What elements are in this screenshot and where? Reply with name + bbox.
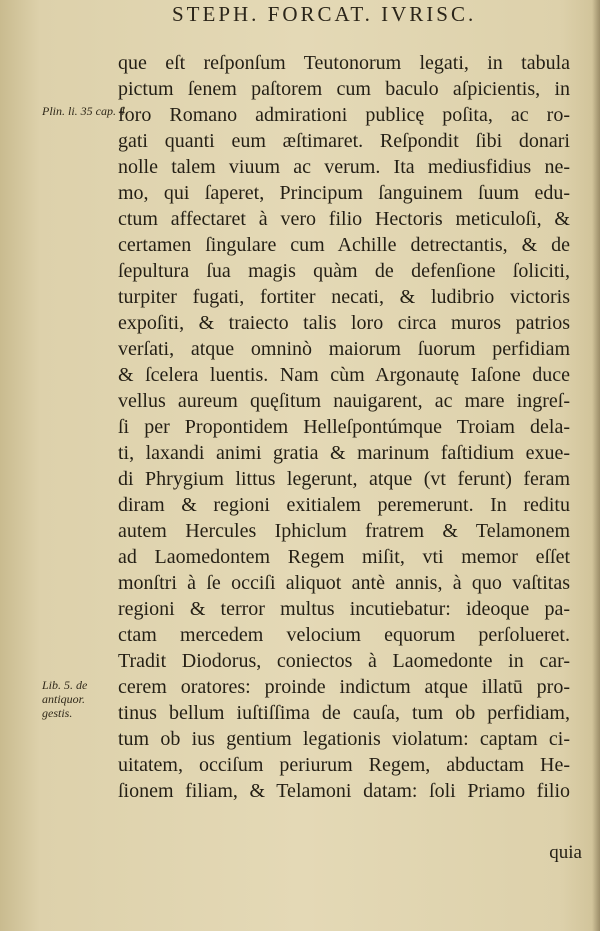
margin-note-diodorus: Lib. 5. de antiquor. gestis. xyxy=(42,678,88,720)
text-line: turpiter fugati, fortiter necati, & ludibrio victoris xyxy=(118,286,570,308)
text-line: nolle talem viuum ac verum. Ita mediusfidius ne- xyxy=(118,156,570,178)
text-line: monſtri à ſe occiſi aliquot antè annis, à quo vaſtitas xyxy=(118,572,570,594)
text-line: ctam mercedem velocium equorum perſolueret. xyxy=(118,624,570,646)
text-line: regioni & terror multus incutiebatur: ideoque pa- xyxy=(118,598,570,620)
text-line: uitatem, occiſum periurum Regem, abductam He- xyxy=(118,754,570,776)
main-text-block xyxy=(118,50,570,804)
text-line: verſati, atque omninò maiorum ſuorum perfidiam xyxy=(118,338,570,360)
text-line: di Phrygium littus legerunt, atque (vt ferunt) feram xyxy=(118,468,570,490)
text-line: foro Romano admirationi publicę poſita, ac ro- xyxy=(118,104,570,126)
page-edge-shadow xyxy=(592,0,600,931)
text-line: que eſt reſponſum Teutonorum legati, in tabula xyxy=(118,52,570,74)
text-line: ctum affectaret à vero filio Hectoris meticuloſi, & xyxy=(118,208,570,230)
text-line: cerem oratores: proinde indictum atque illatū pro- xyxy=(118,676,570,698)
text-line: diram & regioni exitialem peremerunt. In reditu xyxy=(118,494,570,516)
text-line: gati quanti eum æſtimaret. Reſpondit ſibi donari xyxy=(118,130,570,152)
text-line: tinus bellum iuſtiſſima de cauſa, tum ob perfidiam, xyxy=(118,702,570,724)
text-line: ad Laomedontem Regem miſit, vti memor eſſet xyxy=(118,546,570,568)
text-line: ſepultura ſua magis quàm de defenſione ſoliciti, xyxy=(118,260,570,282)
catchword: quia xyxy=(549,842,582,863)
text-line: ſionem filiam, & Telamoni datam: ſoli Priamo filio xyxy=(118,780,570,802)
text-line: ſi per Propontidem Helleſpontúmque Troiam dela- xyxy=(118,416,570,438)
text-line: & ſcelera luentis. Nam cùm Argonautę Iaſone duce xyxy=(118,364,570,386)
running-title: STEPH. FORCAT. IVRISC. xyxy=(172,2,477,26)
text-line: vellus aureum quęſitum nauigarent, ac mare ingreſ- xyxy=(118,390,570,412)
text-line: certamen ſingulare cum Achille detrectantis, & de xyxy=(118,234,570,256)
text-line: expoſiti, & traiecto talis loro circa muros patrios xyxy=(118,312,570,334)
text-line: tum ob ius gentium legationis violatum: captam ci- xyxy=(118,728,570,750)
margin-note-plinius: Plin. li. 35 cap. 4. xyxy=(42,104,128,118)
text-line: Tradit Diodorus, coniectos à Laomedonte in car- xyxy=(118,650,570,672)
text-line: mo, qui ſaperet, Principum ſanguinem ſuum edu- xyxy=(118,182,570,204)
text-line: ti, laxandi animi gratia & marinum faſtidium exue- xyxy=(118,442,570,464)
text-line: autem Hercules Iphiclum fratrem & Telamonem xyxy=(118,520,570,542)
text-line: pictum ſenem paſtorem cum baculo aſpicientis, in xyxy=(118,78,570,100)
